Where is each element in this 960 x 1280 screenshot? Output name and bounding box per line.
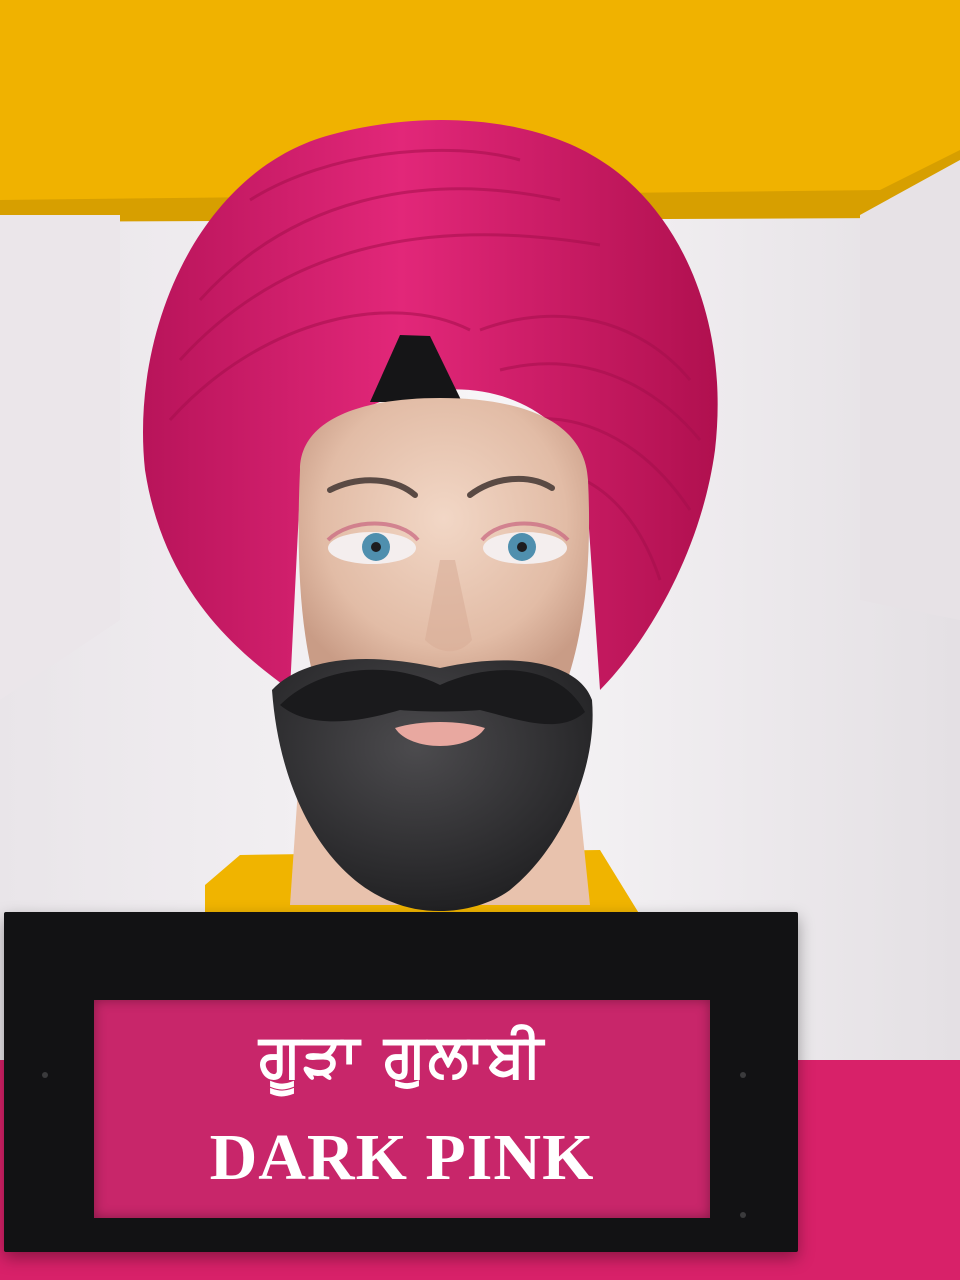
sign-english-label: DARK PINK — [209, 1121, 595, 1194]
wall-shadow-left — [0, 215, 120, 700]
frame-screw — [740, 1212, 746, 1218]
frame-screw — [740, 1072, 746, 1078]
left-pupil — [371, 542, 381, 552]
wall-shadow-right — [860, 160, 960, 620]
sign-panel — [94, 1000, 710, 1218]
right-pupil — [517, 542, 527, 552]
frame-screw — [42, 1072, 48, 1078]
sign-frame — [4, 912, 798, 1252]
sign-punjabi-label: ਗੂੜਾ ਗੁਲਾਬੀ — [259, 1021, 545, 1091]
